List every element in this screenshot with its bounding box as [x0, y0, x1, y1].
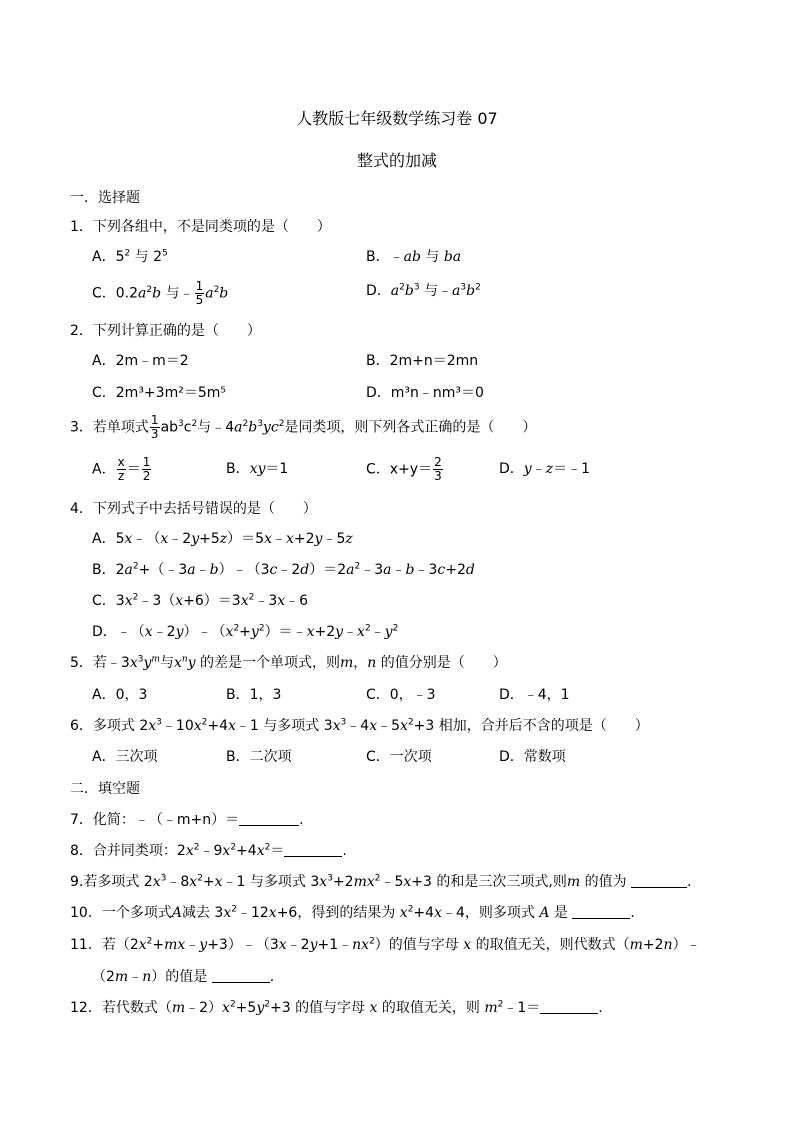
- q6-option-a: A．三次项: [92, 749, 158, 765]
- q2-option-d: D．m³n﹣nm³＝0: [366, 385, 484, 401]
- q1-option-d: D．$a^2b^3$ 与$﹣a^3b^2$: [366, 282, 481, 299]
- q3-option-c: C．x+y＝ $\frac{2}{3}$: [366, 455, 442, 483]
- question-11: 11．若$(2x^2+mx﹣y+3)﹣(3x﹣2y+1﹣nx^2)$的值与字母 x 的取值无关，则代数式（m+2n）﹣: [70, 936, 701, 953]
- q4-option-d: D．$﹣(x﹣2y)﹣(x^2+y^2)=﹣x+2y﹣x^2﹣y^2$: [92, 623, 399, 640]
- question-1-stem: 1．下列各组中，不是同类项的是（ ）: [70, 219, 331, 235]
- q5-option-b: B．1，3: [226, 687, 282, 703]
- q6-option-d: D．常数项: [499, 749, 566, 765]
- q5-option-c: C．0，﹣3: [366, 687, 436, 703]
- q5-option-d: D．﹣4，1: [499, 687, 570, 703]
- question-3-stem: 3．若单项式 $\frac{1}{3}$ $ab^3c^2$与$﹣4a^2b^3yc^2$是同类项，则下列各式正确的是（ ）: [70, 413, 537, 441]
- q4-option-b: B．$2a^2+(﹣3a﹣b)﹣(3c﹣2d)=2a^2﹣3a﹣b﹣3c+2d$: [92, 561, 475, 578]
- page-subtitle: 整式的加减: [356, 151, 437, 170]
- section-fill-heading: 二．填空题: [70, 781, 140, 797]
- q6-option-b: B．二次项: [226, 749, 292, 765]
- q3-option-b: B．xy＝1: [226, 461, 289, 477]
- question-4-stem: 4．下列式子中去括号错误的是（ ）: [70, 501, 317, 517]
- q2-option-a: A．2m﹣m＝2: [92, 353, 189, 369]
- q6-option-c: C．一次项: [366, 749, 432, 765]
- question-11-cont: （2m﹣n）的值是 .: [92, 969, 275, 985]
- q3-option-d: D．y﹣z＝﹣1: [499, 461, 591, 477]
- section-choice-heading: 一．选择题: [70, 190, 140, 206]
- question-5-stem: 5．若$﹣3x^3y^m$与$x^ny$ 的差是一个单项式，则m，n 的值分别是（ ）: [70, 654, 507, 671]
- q1-option-b: B．﹣ab 与 ba: [366, 249, 462, 265]
- q2-option-c: C．2m³+3m²＝5m⁵: [92, 385, 226, 401]
- q1-option-a: A．$5^2$ 与 $2^5$: [92, 248, 168, 265]
- question-2-stem: 2．下列计算正确的是（ ）: [70, 323, 261, 339]
- q5-option-a: A．0，3: [92, 687, 148, 703]
- question-6-stem: 6．多项式 $2x^3﹣10x^2+4x﹣1$ 与多项式 $3x^3﹣4x﹣5x^2+3$ 相加，合并后不含的项是（ ）: [70, 717, 649, 734]
- question-9: 9.若多项式 $2x^3﹣8x^2+x﹣1$ 与多项式 $3x^3+2mx^2﹣5x+3$ 的和是三次三项式,则m 的值为 .: [70, 873, 692, 890]
- q3-option-a: A． $\frac{x}{z}$ ＝ $\frac{1}{2}$: [92, 455, 151, 483]
- question-8: 8．合并同类项：$2x^2﹣9x^2+4x^2=$ .: [70, 842, 347, 859]
- q4-option-a: A．5x﹣（x﹣2y+5z）＝5x﹣x+2y﹣5z: [92, 531, 353, 547]
- q1-option-c: C．$0.2a^2b$ 与﹣ $\frac{1}{5}$ $a^2b$: [92, 279, 229, 307]
- q2-option-b: B．2m+n＝2mn: [366, 353, 479, 369]
- q4-option-c: C．$3x^2﹣3(x+6)=3x^2﹣3x﹣6$: [92, 592, 309, 609]
- question-10: 10．一个多项式A减去 $3x^2﹣12x+6$，得到的结果为 $x^2+4x﹣4$，则多项式 A 是 .: [70, 904, 635, 921]
- page-title: 人教版七年级数学练习卷 07: [296, 109, 498, 128]
- question-12: 12．若代数式$(m﹣2)x^2+5y^2+3$ 的值与字母 x 的取值无关，则 $m^2﹣1=$ .: [70, 999, 603, 1016]
- question-7: 7．化简：﹣（﹣m+n）＝ .: [70, 812, 304, 828]
